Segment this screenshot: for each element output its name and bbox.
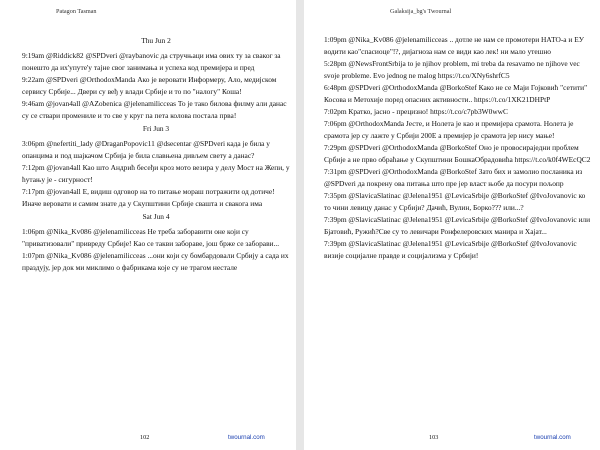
tweet-entry: 7:39pm @SlavicaSlatinac @Jelena1951 @LevicaSrbije @BorkoStef @IvoJovanovic визије социјалне правде и социјализма у Србији! [324, 239, 577, 260]
tweet-entry: 7:39pm @SlavicaSlatinac @Jelena1951 @LevicaSrbije @BorkoStef @IvoJovanovic или Бјатовић, Ружић?Све су то левичари Ронфелеровских манира и Хајат... [324, 215, 591, 236]
day-heading: Fri Jun 3 [142, 124, 170, 133]
tweet-entry: 1:07pm @Nika_Kv086 @jelenamilicceas ...они који су бомбардовали Србију а сада их праздују, јер док ми миклимо о фабрикама које су не трагом нестале [22, 251, 289, 272]
tweet-entry: 3:06pm @nefertiti_lady @DraganPopovic11 @dsecentar @SPDveri када је била у опанцима и под шајкачом Србија је била славњена дивљем свету а данас? [22, 139, 270, 160]
left-running-header: Patagon Tasman [56, 8, 97, 15]
left-content [22, 34, 290, 274]
right-page [304, 0, 600, 450]
right-footer-site: twournal.com [534, 434, 571, 441]
tweet-entry: 9:22am @SPDveri @OrthodoxManda Ако је веровати Информеру, Ало, медијском сервису Србије... Двери су веђ у влади Србије и то по "налогу" Коша! [22, 75, 277, 96]
tweet-entry: 9:19am @Riddick82 @SPDveri @raybanovic да стручњаци има ових ту за сваког за понешто да их'упуте'у тајне свог занимања и успеха код премијера и пред [22, 51, 281, 72]
left-footer-site: twournal.com [228, 434, 265, 441]
right-content [324, 34, 592, 262]
tweet-entry: 7:35pm @SlavicaSlatinac @Jelena1951 @LevicaSrbije @BorkoStef @IvoJovanovic ко то чини левицу данас у Србији? Дачић, Вулин, Борко??? или...? [324, 191, 586, 212]
day-heading: Sat Jun 4 [142, 212, 170, 221]
tweet-entry: 1:06pm @Nika_Kv086 @jelenamilicceas Не треба заборавити оне који су "приватизовали" привреду Србије! Као се такви забораве, још брже се заборави... [22, 227, 280, 248]
tweet-entry: 7:17pm @jovan4all Е, видиш одговор на то питање мораш потражити од дотиче! Иначе веровати и самим знате да у Скупштини Србије свашта и свакога има [22, 187, 275, 208]
tweet-entry: 7:29pm @SPDveri @OrthodoxManda @BorkoStef Оно је провоcираједни проблем Србије а не прво обраћање у Скупштини БошкаОбрадовића https://t.co/k0f4WEcQC2 [324, 143, 591, 164]
tweet-entry: 9:46am @jovan4all @AZobenica @jelenamilicceas То је тако билова филму али данас су се ствари промениле и то све у круг па пета колова постала прва! [22, 99, 287, 120]
day-heading: Thu Jun 2 [141, 36, 171, 45]
tweet-entry: 7:06pm @OrthodoxManda Јесте, и Нолета је као и премијера срамота. Нолета је срамота јер су лажте у Србији 200Е а премијер је срамота јер нису мање! [324, 119, 574, 140]
tweet-entry: 7:31pm @SPDveri @OrthodoxManda @BorkoStef Зато бих и замолио посланика из @SPDveri да покрену ова питања што пре јер власт њобе да посури пољопр [324, 167, 583, 188]
tweet-entry: 1:09pm @Nika_Kv086 @jelenamilicceas .. дотле не нам се промотери НАТО-а и ЕУ водити као"спасиоце"!?, дијагноза нам се види као лек! ни мало утешно [324, 35, 584, 56]
tweet-entry: 7:12pm @jovan4all Као што Андрић бесеђи кроз мото везира у делу Мост на Жепи, у ћутању је - сигурност! [22, 163, 290, 184]
tweet-entry: 5:28pm @NewsFrontSrbija to je njihov problem, mi treba da resavamo ne njihove vec svoje probleme. Evo jednog ne malog https://t.co/XNy6shrfC5 [324, 59, 580, 80]
left-page [0, 0, 296, 450]
tweet-entry: 6:48pm @SPDveri @OrthodoxManda @BorkoStef Како не се Маји Гојковић "сетити" Косова и Метохије поред опасних активности.. https://t.co/1XK21DHPtP [324, 83, 588, 104]
tweet-entry: 7:02pm Кратко, јасно - прецизно! https://t.co/c7pb3W0wwC [324, 107, 508, 116]
right-running-header: Galaksija_bg's Twournal [390, 8, 452, 15]
right-page-number: 103 [429, 434, 439, 441]
left-page-number: 102 [140, 434, 150, 441]
page-gutter [296, 0, 304, 450]
